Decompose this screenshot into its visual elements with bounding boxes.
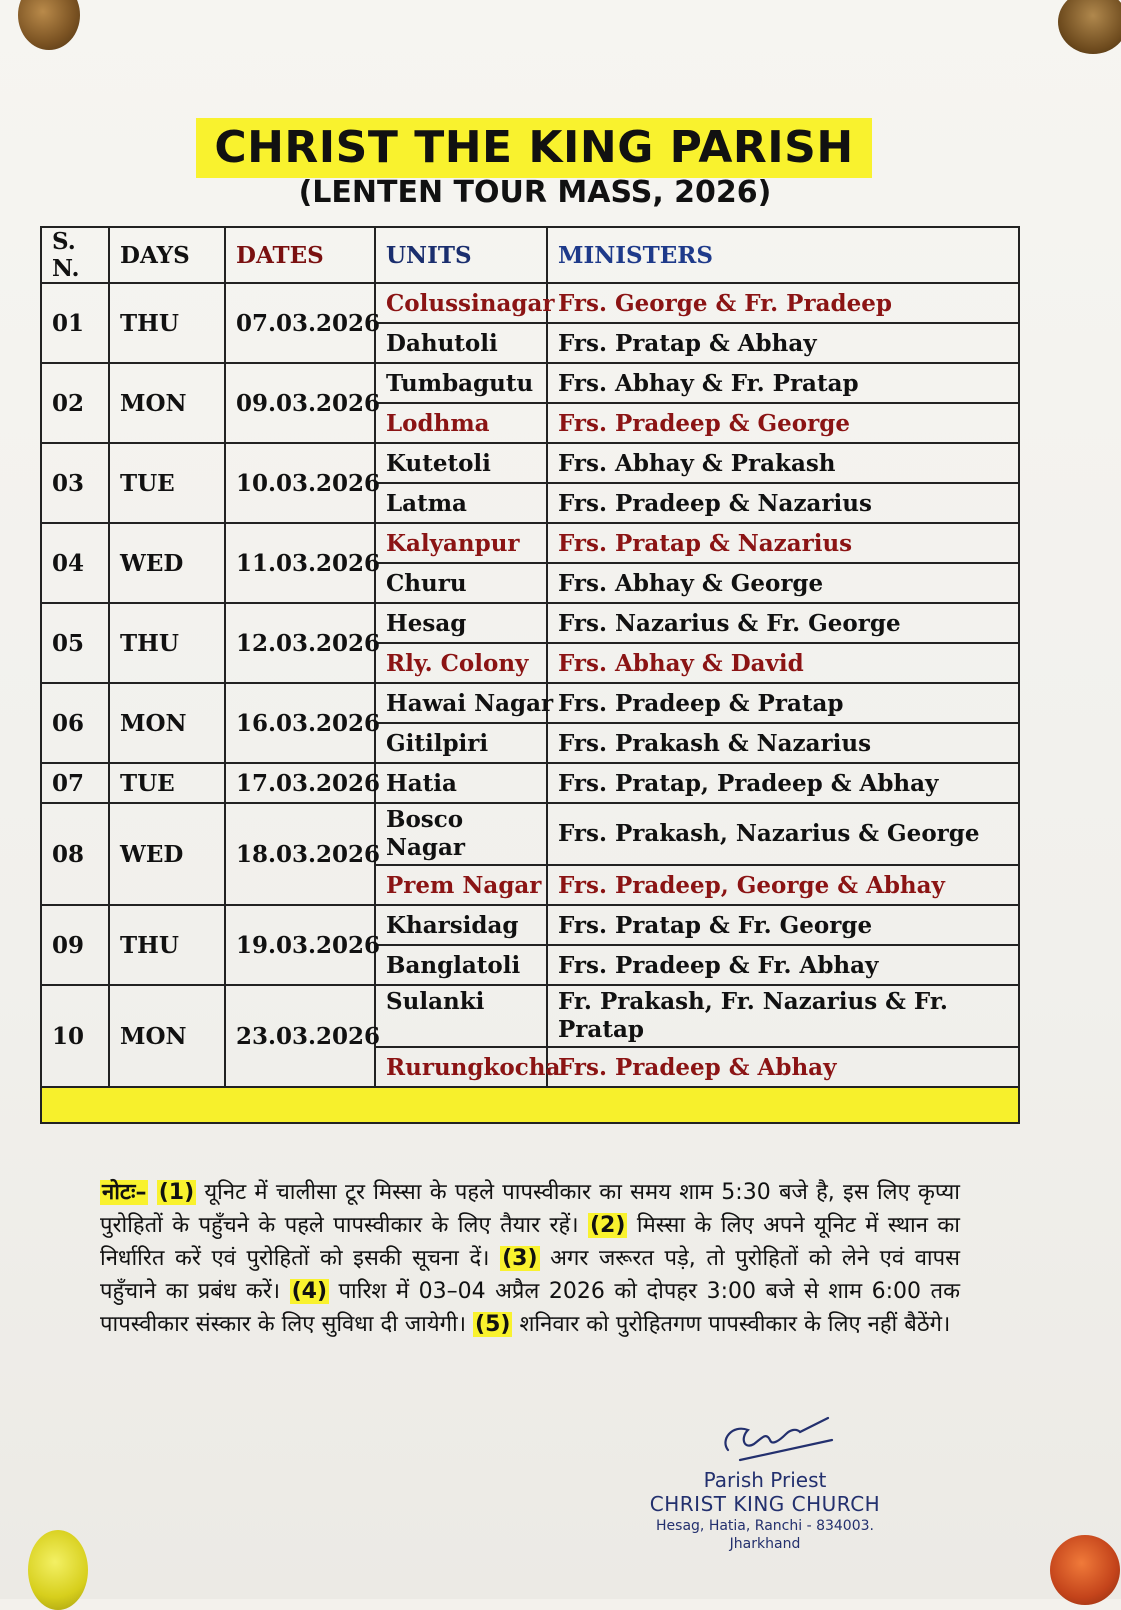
cell-day: WED: [109, 803, 225, 905]
cell-ministers: Frs. Abhay & Fr. Pratap: [547, 363, 1019, 403]
footer-band-cell: [41, 1087, 1019, 1123]
cell-unit: Hawai Nagar: [375, 683, 547, 723]
cell-date: 10.03.2026: [225, 443, 375, 523]
cell-ministers: Frs. Pradeep & George: [547, 403, 1019, 443]
cell-date: 18.03.2026: [225, 803, 375, 905]
cell-date: 19.03.2026: [225, 905, 375, 985]
cell-sn: 05: [41, 603, 109, 683]
table-row: [41, 443, 1019, 483]
note-text: अगर जरूरत पड़े, तो पुरोहितों को लेने एवं वापस पहुँचाने का प्रबंध करें।: [100, 1246, 960, 1304]
cell-day: THU: [109, 283, 225, 363]
cell-date: 16.03.2026: [225, 683, 375, 763]
cell-day: THU: [109, 905, 225, 985]
cell-ministers: Frs. Pratap & Nazarius: [547, 523, 1019, 563]
cell-sn: 07: [41, 763, 109, 803]
table-footer-band: [41, 1087, 1019, 1123]
stamp-address: Hesag, Hatia, Ranchi - 834003.: [656, 1518, 874, 1534]
stamp-role: Parish Priest: [703, 1468, 827, 1492]
cell-date: 07.03.2026: [225, 283, 375, 363]
note-number: (2): [590, 1213, 626, 1238]
cell-unit: Kalyanpur: [375, 523, 547, 563]
cell-unit: Rurungkocha: [375, 1047, 547, 1087]
cell-ministers: Frs. Nazarius & Fr. George: [547, 603, 1019, 643]
cell-day: MON: [109, 683, 225, 763]
cell-sn: 09: [41, 905, 109, 985]
cell-date: 17.03.2026: [225, 763, 375, 803]
cell-ministers: Frs. Abhay & George: [547, 563, 1019, 603]
note-text: शनिवार को पुरोहितगण पापस्वीकार के लिए नहीं बैठेंगे।: [519, 1312, 951, 1337]
column-header-ministers: MINISTERS: [547, 227, 1019, 283]
cell-day: TUE: [109, 443, 225, 523]
cell-ministers: Frs. Abhay & Prakash: [547, 443, 1019, 483]
signature-icon: [710, 1410, 840, 1472]
cell-unit: Hatia: [375, 763, 547, 803]
cell-ministers: Frs. Pratap & Fr. George: [547, 905, 1019, 945]
cell-unit: Rly. Colony: [375, 643, 547, 683]
table-row: [41, 363, 1019, 403]
stamp-state: Jharkhand: [729, 1536, 801, 1552]
note-text: पारिश में 03–04 अप्रैल 2026 को दोपहर 3:00 बजे से शाम 6:00 तक पापस्वीकार संस्कार के लिए सुविधा दी जायेगी।: [100, 1279, 960, 1337]
table-row: [41, 985, 1019, 1047]
table-header-row: [41, 227, 1019, 283]
table-row: [41, 283, 1019, 323]
column-header-sn: S. N.: [41, 227, 109, 283]
cell-ministers: Frs. Prakash, Nazarius & George: [547, 803, 1019, 865]
cell-date: 09.03.2026: [225, 363, 375, 443]
cell-ministers: Frs. Pradeep & Abhay: [547, 1047, 1019, 1087]
table-row: [41, 905, 1019, 945]
table-row: [41, 523, 1019, 563]
cell-day: WED: [109, 523, 225, 603]
cell-ministers: Fr. Prakash, Fr. Nazarius & Fr. Pratap: [547, 985, 1019, 1047]
cell-sn: 02: [41, 363, 109, 443]
cell-date: 23.03.2026: [225, 985, 375, 1087]
cell-unit: Gitilpiri: [375, 723, 547, 763]
cell-unit: Hesag: [375, 603, 547, 643]
cell-sn: 06: [41, 683, 109, 763]
cell-unit: Tumbagutu: [375, 363, 547, 403]
note-label: नोटः–: [102, 1180, 147, 1205]
cell-unit: Lodhma: [375, 403, 547, 443]
cell-unit: Prem Nagar: [375, 865, 547, 905]
cell-ministers: Frs. Pratap, Pradeep & Abhay: [547, 763, 1019, 803]
note-section: [100, 1176, 960, 1341]
cell-unit: Latma: [375, 483, 547, 523]
cell-day: TUE: [109, 763, 225, 803]
cell-unit: Churu: [375, 563, 547, 603]
cell-day: THU: [109, 603, 225, 683]
page-title: CHRIST THE KING PARISH: [196, 118, 872, 178]
cell-unit: Kharsidag: [375, 905, 547, 945]
parish-stamp: [640, 1410, 910, 1570]
cell-unit: Kutetoli: [375, 443, 547, 483]
column-header-days: DAYS: [109, 227, 225, 283]
cell-unit: Dahutoli: [375, 323, 547, 363]
column-header-dates: DATES: [225, 227, 375, 283]
note-number: (5): [475, 1312, 511, 1337]
cell-ministers: Frs. Pradeep & Fr. Abhay: [547, 945, 1019, 985]
cell-ministers: Frs. Abhay & David: [547, 643, 1019, 683]
note-number: (3): [502, 1246, 538, 1271]
note-text: यूनिट में चालीसा टूर मिस्सा के पहले पापस्वीकार का समय शाम 5:30 बजे है, इस लिए कृप्या पुरोहितों के पहुँचने के पहले पापस्वीकार के लिए तैयार रहें।: [100, 1180, 960, 1238]
pushpin-icon: [28, 1530, 88, 1610]
cell-unit: Colussinagar: [375, 283, 547, 323]
cell-ministers: Frs. Pradeep & Nazarius: [547, 483, 1019, 523]
table-row: [41, 683, 1019, 723]
table-row: [41, 603, 1019, 643]
page-subtitle: (LENTEN TOUR MASS, 2026): [298, 175, 772, 210]
cell-sn: 04: [41, 523, 109, 603]
cell-unit: Sulanki: [375, 985, 547, 1047]
schedule-table: [40, 226, 1020, 1124]
cell-ministers: Frs. Pradeep & Pratap: [547, 683, 1019, 723]
stamp-church: CHRIST KING CHURCH: [649, 1492, 881, 1516]
cell-day: MON: [109, 985, 225, 1087]
cell-ministers: Frs. Pradeep, George & Abhay: [547, 865, 1019, 905]
cell-unit: Banglatoli: [375, 945, 547, 985]
pushpin-icon: [1050, 1535, 1120, 1605]
table-row: [41, 763, 1019, 803]
cell-sn: 01: [41, 283, 109, 363]
cell-date: 11.03.2026: [225, 523, 375, 603]
cell-sn: 03: [41, 443, 109, 523]
cell-ministers: Frs. Pratap & Abhay: [547, 323, 1019, 363]
cell-day: MON: [109, 363, 225, 443]
cell-ministers: Frs. George & Fr. Pradeep: [547, 283, 1019, 323]
note-text: मिस्सा के लिए अपने यूनिट में स्थान का निर्धारित करें एवं पुरोहितों को इसकी सूचना दें।: [100, 1213, 960, 1271]
cell-ministers: Frs. Prakash & Nazarius: [547, 723, 1019, 763]
cell-date: 12.03.2026: [225, 603, 375, 683]
cell-sn: 10: [41, 985, 109, 1087]
note-number: (4): [291, 1279, 328, 1304]
cell-unit: Bosco Nagar: [375, 803, 547, 865]
table-row: [41, 803, 1019, 865]
column-header-units: UNITS: [375, 227, 547, 283]
cell-sn: 08: [41, 803, 109, 905]
note-number: (1): [158, 1180, 195, 1205]
